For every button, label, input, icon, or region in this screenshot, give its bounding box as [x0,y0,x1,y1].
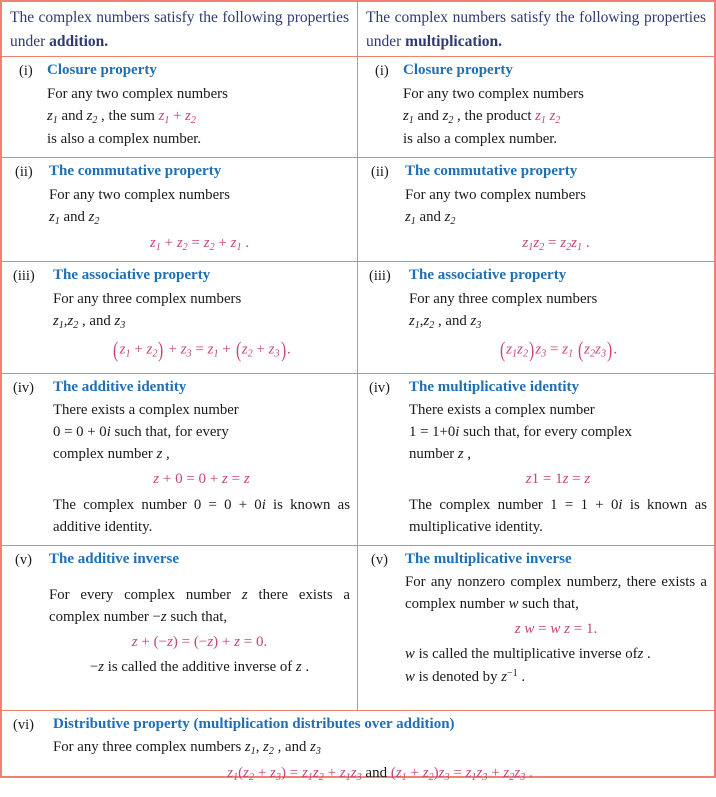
property-line-2: −z is called the additive inverse of z . [89,659,310,676]
property-equation-additive-inverse: z + (−z) = (−z) + z = 0. [131,634,268,651]
header-text-multiplication [366,6,706,53]
property-line-1: For every complex number z there exists a complex number −z such that, [49,586,350,626]
property-title-multiplicative-identity: The multiplicative identity [409,378,579,395]
cell-closure-multiplication [358,57,714,157]
property-line-1: For any two complex numbers [47,85,228,102]
property-line-1: For any two complex numbers [405,186,586,203]
property-title-distributive: Distributive property (multiplication distributes over addition) [53,715,455,732]
row-numeral-iii-left: (iii) [13,268,35,285]
row-numeral-ii-right: (ii) [371,164,389,181]
property-equation-additive-identity: z + 0 = 0 + z = z [153,471,250,488]
header-addition-prefix: The complex numbers satisfy the following properties under [10,9,349,50]
property-equation-associative-multiplication: $(z_1z_2)z_3 = z_1$ $(z_2z_3)$. [499,337,618,362]
cell-associative-multiplication [358,262,714,372]
row-numeral-iv-right: (iv) [369,379,390,396]
cell-commutative-multiplication [358,158,714,261]
property-line-2: $z_1$ and $z_2$ [49,208,100,227]
property-title-commutative-addition: The commutative property [49,163,222,180]
header-cell-multiplication [358,2,714,56]
property-line-3: is also a complex number. [403,130,558,147]
row-numeral-i-right: (i) [375,63,389,80]
property-title-closure-multiplication: Closure property [403,62,513,79]
row-numeral-iv-left: (iv) [13,379,34,396]
property-title-closure-addition: Closure property [47,62,157,79]
header-text-addition [10,6,349,53]
equation-conjunction: and [365,764,388,781]
cell-multiplicative-inverse [358,546,714,710]
cell-additive-identity [2,374,358,545]
property-title-associative-multiplication: The associative property [409,267,567,284]
property-blank-line [49,571,350,584]
property-line-2: $z_1$ and $z_2$ , the sum $z_1 + z_2$ [47,107,196,126]
property-equation-multiplicative-identity: z1 = 1z = z [525,471,591,488]
property-line-1: There exists a complex number [53,401,239,418]
property-line-1: For any three complex numbers [409,290,598,307]
table-row-commutative [2,158,714,262]
row-numeral-v-left: (v) [15,551,32,568]
property-title-multiplicative-inverse: The multiplicative inverse [405,550,572,567]
table-row-inverse [2,546,714,711]
property-line-2: $z_1,z_2$ , and $z_3$ [53,312,126,331]
row-numeral-v-right: (v) [371,551,388,568]
row-numeral-ii-left: (ii) [15,164,33,181]
property-line-1: For any three complex numbers $z_1$, $z_2$ , and $z_3$ [53,738,321,757]
property-title-additive-identity: The additive identity [53,378,187,395]
property-line-3: complex number z , [53,446,170,463]
cell-distributive [2,711,714,797]
property-equation-distributive: $z_1(z_2 + z_3) = z_1z_2 + z_1z_3$ and $(z_1 + z_2)z_3 = z_1z_3 + z_2z_3$ . [227,764,533,783]
property-title-additive-inverse: The additive inverse [49,550,179,567]
cell-associative-addition [2,262,358,372]
header-cell-addition [2,2,358,56]
cell-additive-inverse [2,546,358,710]
property-title-commutative-multiplication: The commutative property [405,163,578,180]
property-line-2: $z_1$ and $z_2$ [405,208,456,227]
table-row-distributive [2,711,714,797]
property-line-1: For any nonzero complex numberz, there exists a complex number w such that, [405,573,707,613]
property-equation-commutative-multiplication: $z_1z_2 = z_2z_1$ . [522,234,590,253]
header-multiplication-prefix: The complex numbers satisfy the following properties under [366,9,706,50]
property-line-1: For any two complex numbers [403,85,584,102]
cell-commutative-addition [2,158,358,261]
header-addition-keyword: addition. [49,32,109,50]
property-line-1: For any two complex numbers [49,186,230,203]
property-line-4: The complex number 0 = 0 + 0i is known as additive identity. [53,496,350,535]
property-line-3: number z , [409,446,472,463]
property-line-2: 0 = 0 + 0i such that, for every [53,424,229,441]
property-line-4: The complex number 1 = 1 + 0i is known as multiplicative identity. [409,496,707,535]
property-line-2: w is called the multiplicative inverse ofz . [405,646,651,663]
property-line-3: w is denoted by $z^{-1}$ . [405,667,526,685]
property-line-2: $z_1,z_2$ , and $z_3$ [409,312,482,331]
table-header-row [2,2,714,57]
row-numeral-iii-right: (iii) [369,268,391,285]
property-line-2: $z_1$ and $z_2$ , the product $z_1$ $z_2$ [403,107,561,126]
row-numeral-vi: (vi) [13,716,34,733]
table-row-associative [2,262,714,373]
cell-closure-addition [2,57,358,157]
table-row-identity [2,374,714,546]
cell-multiplicative-identity [358,374,714,545]
property-equation-associative-addition: $(z_1 + z_2) + z_3 = z_1 + (z_2 + z_3)$. [113,337,291,362]
row-numeral-i-left: (i) [19,63,33,80]
property-line-2: 1 = 1+0i such that, for every complex [409,424,632,441]
header-multiplication-keyword: multiplication. [405,32,503,50]
property-line-1: There exists a complex number [409,401,595,418]
property-equation-commutative-addition: $z_1 + z_2 = z_2 + z_1$ . [149,234,250,253]
property-title-associative-addition: The associative property [53,267,211,284]
table-row-closure [2,57,714,158]
property-line-1: For any three complex numbers [53,290,242,307]
property-equation-multiplicative-inverse: z w = w z = 1. [514,621,598,638]
property-line-3: is also a complex number. [47,130,202,147]
